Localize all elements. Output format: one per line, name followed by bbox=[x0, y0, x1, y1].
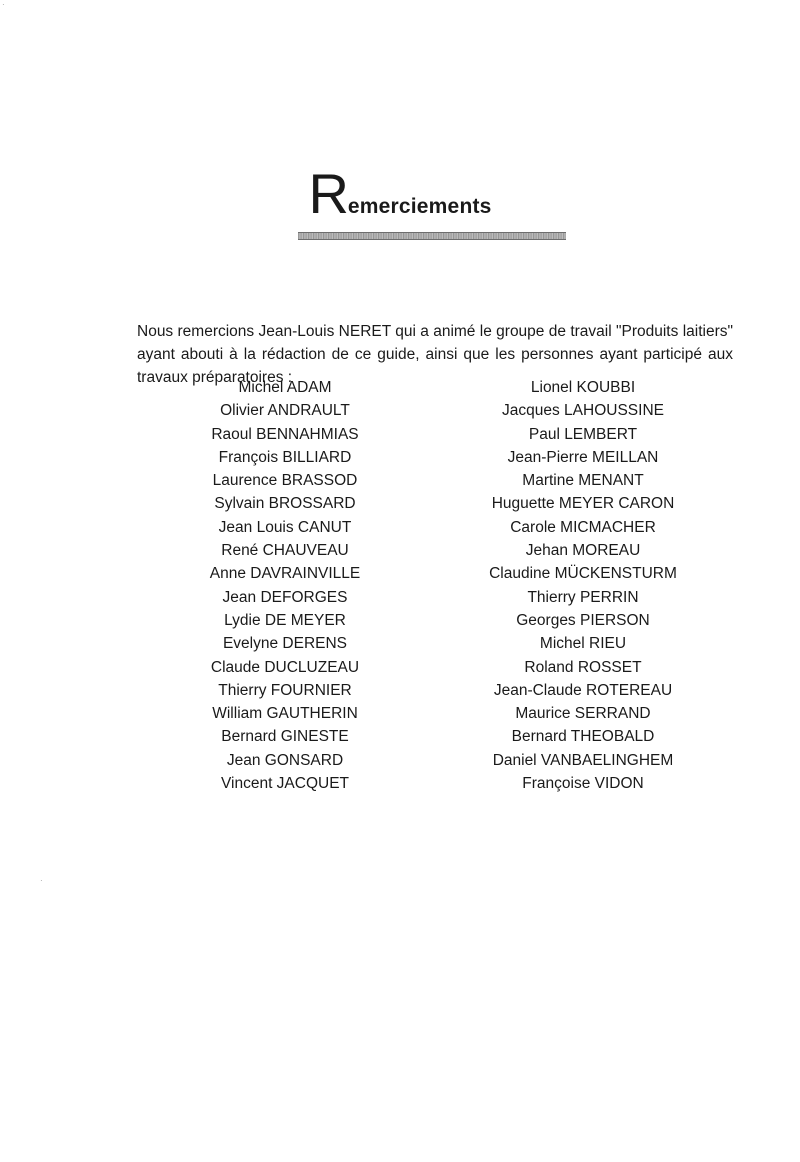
participant-name: Georges PIERSON bbox=[516, 611, 650, 629]
participant-name: Roland ROSSET bbox=[524, 658, 642, 676]
participant-name: Jehan MOREAU bbox=[525, 542, 641, 560]
participant-name: Jean-Claude ROTEREAU bbox=[493, 681, 673, 699]
participant-name: Anne DAVRAINVILLE bbox=[209, 565, 361, 583]
participant-name: Lionel KOUBBI bbox=[530, 379, 636, 396]
participant-name: Claudine MÜCKENSTURM bbox=[489, 565, 677, 583]
scan-speck-mark: · bbox=[2, 0, 5, 9]
participant-name: Martine MENANT bbox=[522, 472, 644, 490]
participant-name: Claude DUCLUZEAU bbox=[210, 658, 360, 676]
page-title-rest: emerciements bbox=[347, 195, 492, 218]
participant-name: Bernard THEOBALD bbox=[511, 728, 655, 746]
participant-name: Daniel VANBAELINGHEM bbox=[492, 751, 674, 769]
participant-name: Olivier ANDRAULT bbox=[220, 402, 350, 420]
participant-name: Françoise VIDON bbox=[522, 775, 644, 793]
participants-list-right bbox=[468, 376, 698, 795]
participant-name: Maurice SERRAND bbox=[515, 705, 651, 723]
participant-name: Bernard GINESTE bbox=[221, 728, 349, 746]
participant-name: Lydie DE MEYER bbox=[224, 611, 346, 629]
participants-list-left bbox=[170, 376, 400, 795]
participant-name: Jean Louis CANUT bbox=[218, 518, 352, 536]
participant-name: Huguette MEYER CARON bbox=[491, 495, 675, 513]
participant-name: Thierry PERRIN bbox=[527, 588, 639, 606]
participant-name: Raoul BENNAHMIAS bbox=[211, 425, 359, 443]
participant-name: Carole MICMACHER bbox=[510, 518, 656, 536]
participant-name: Evelyne DERENS bbox=[222, 635, 348, 653]
participant-name: François BILLIARD bbox=[218, 448, 352, 466]
intro-paragraph: Nous remercions Jean-Louis NERET qui a animé le groupe de travail "Produits laitiers" ayant abouti à la rédaction de ce guide, ainsi que les personnes ayant participé aux travaux préparatoires : bbox=[137, 322, 733, 386]
participant-name: William GAUTHERIN bbox=[212, 705, 358, 723]
participant-name: Michel ADAM bbox=[238, 379, 332, 396]
participant-name: Laurence BRASSOD bbox=[212, 472, 358, 490]
title-underline-divider bbox=[298, 232, 566, 240]
scan-speck-mark: · bbox=[40, 876, 43, 885]
page-title bbox=[0, 162, 800, 225]
participant-name: Sylvain BROSSARD bbox=[214, 495, 356, 513]
participant-name: Vincent JACQUET bbox=[220, 775, 350, 793]
participant-name: Jean-Pierre MEILLAN bbox=[507, 448, 659, 466]
participant-name: Jean DEFORGES bbox=[222, 588, 348, 606]
participant-name: Thierry FOURNIER bbox=[218, 681, 352, 699]
participant-name: Michel RIEU bbox=[539, 635, 627, 653]
participant-name: Paul LEMBERT bbox=[528, 425, 638, 443]
participant-name: Jean GONSARD bbox=[226, 751, 344, 769]
page-title-initial: R bbox=[308, 162, 348, 225]
participant-name: Jacques LAHOUSSINE bbox=[502, 402, 664, 420]
participant-name: René CHAUVEAU bbox=[221, 542, 349, 560]
